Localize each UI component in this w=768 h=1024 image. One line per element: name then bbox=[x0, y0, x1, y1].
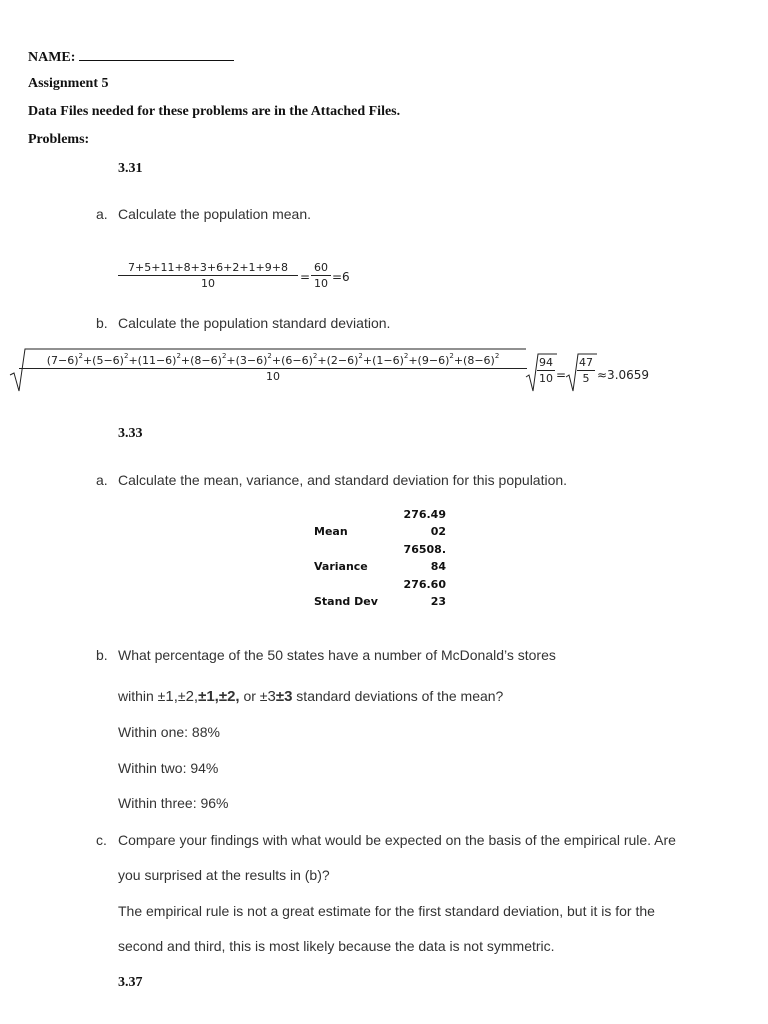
question-3-31-b: Calculate the population standard deviation. bbox=[118, 315, 391, 331]
problems-heading: Problems: bbox=[28, 132, 90, 147]
sd-term: (7−6) bbox=[46, 354, 79, 367]
question-3-33-c-line1: Compare your findings with what would be expected on the basis of the empirical rule. Are bbox=[118, 832, 676, 848]
list-marker-b: b. bbox=[96, 647, 108, 663]
question-3-33-c-line2: you surprised at the results in (b)? bbox=[118, 867, 330, 883]
assignment-title: Assignment 5 bbox=[28, 76, 109, 91]
within-plusminus: ± bbox=[177, 688, 186, 704]
within-1: 1, bbox=[165, 688, 178, 705]
stat-value-variance-1: 76508. bbox=[403, 543, 446, 556]
sd-term-exponent: 2 bbox=[176, 352, 181, 360]
problem-number-3-33: 3.33 bbox=[118, 426, 143, 441]
name-label: NAME: bbox=[28, 50, 76, 65]
within-or: or ± bbox=[239, 688, 268, 704]
sd-fraction-3-denominator: 5 bbox=[582, 372, 590, 385]
list-marker-a: a. bbox=[96, 206, 108, 222]
within-suffix: standard deviations of the mean? bbox=[292, 688, 504, 704]
sd-fraction bbox=[19, 354, 527, 383]
sd-term: +(6−6) bbox=[271, 354, 313, 367]
sd-term-exponent: 2 bbox=[123, 352, 129, 360]
sd-term: +(2−6) bbox=[317, 354, 359, 367]
sd-term-exponent: 2 bbox=[221, 352, 227, 360]
sd-term-exponent: 2 bbox=[78, 352, 83, 360]
within-bold: ±1,±2, bbox=[198, 688, 240, 705]
sd-fraction-2-numerator: 94 bbox=[539, 356, 553, 369]
sd-term: +(8−6) bbox=[453, 354, 495, 367]
answer-within-three: Within three: 96% bbox=[118, 795, 229, 811]
sd-term-exponent: 2 bbox=[403, 352, 409, 360]
sd-term-exponent: 2 bbox=[358, 352, 363, 360]
sd-term: +(11−6) bbox=[128, 354, 177, 367]
fraction-bar bbox=[577, 370, 595, 371]
stat-value-mean-2: 02 bbox=[430, 525, 446, 538]
fraction-bar bbox=[311, 275, 331, 276]
sd-numerator bbox=[19, 354, 527, 367]
sd-fraction-2 bbox=[537, 356, 555, 385]
stat-value-sd-2: 23 bbox=[430, 595, 446, 608]
within-bold-3: ±3 bbox=[275, 688, 293, 705]
problem-number-3-31: 3.31 bbox=[118, 161, 143, 176]
mean-result-fraction bbox=[311, 261, 331, 290]
sd-denominator: 10 bbox=[266, 370, 280, 383]
sd-term-exponent: 2 bbox=[494, 352, 500, 360]
sd-term: +(8−6) bbox=[180, 354, 222, 367]
sd-term: +(5−6) bbox=[82, 354, 124, 367]
sd-fraction-3 bbox=[577, 356, 595, 385]
mean-result-denominator: 10 bbox=[314, 277, 328, 290]
within-2: 2, bbox=[185, 688, 199, 705]
mean-numerator: 7+5+11+8+3+6+2+1+9+8 bbox=[128, 261, 288, 274]
sd-term-exponent: 2 bbox=[449, 352, 454, 360]
fraction-bar bbox=[537, 370, 555, 371]
sd-term-exponent: 2 bbox=[312, 352, 318, 360]
stat-label-mean: Mean bbox=[314, 525, 348, 538]
mean-denominator: 10 bbox=[201, 277, 215, 290]
stat-label-sd: Stand Dev bbox=[314, 595, 378, 608]
question-3-31-a: Calculate the population mean. bbox=[118, 206, 312, 222]
sd-fraction-2-denominator: 10 bbox=[539, 372, 553, 385]
sd-term: +(1−6) bbox=[362, 354, 404, 367]
answer-3-33-c-line2: second and third, this is most likely because the data is not symmetric. bbox=[118, 938, 555, 954]
question-3-33-b: What percentage of the 50 states have a number of McDonald’s stores bbox=[118, 647, 556, 663]
fraction-bar bbox=[118, 275, 298, 276]
list-marker-c: c. bbox=[96, 832, 107, 848]
problem-number-3-37: 3.37 bbox=[118, 975, 143, 990]
mean-result-numerator: 60 bbox=[314, 261, 328, 274]
question-3-33-b-within bbox=[118, 688, 503, 705]
fraction-bar bbox=[19, 368, 527, 369]
question-3-33-a: Calculate the mean, variance, and standard deviation for this population. bbox=[118, 472, 568, 488]
answer-within-two: Within two: 94% bbox=[118, 760, 219, 776]
sd-term: +(9−6) bbox=[408, 354, 450, 367]
mean-fraction bbox=[118, 261, 298, 290]
sd-fraction-3-numerator: 47 bbox=[579, 356, 593, 369]
sd-term: +(3−6) bbox=[226, 354, 268, 367]
stat-label-variance: Variance bbox=[314, 560, 368, 573]
sd-term-exponent: 2 bbox=[267, 352, 272, 360]
list-marker-b: b. bbox=[96, 315, 108, 331]
name-field bbox=[28, 48, 234, 66]
sd-result: ≈3.0659 bbox=[597, 368, 650, 382]
list-marker-a: a. bbox=[96, 472, 108, 488]
answer-within-one: Within one: 88% bbox=[118, 724, 220, 740]
stat-value-sd-1: 276.60 bbox=[403, 578, 446, 591]
name-blank-line bbox=[79, 48, 234, 61]
stat-value-mean-1: 276.49 bbox=[403, 508, 446, 521]
within-3: 3 bbox=[267, 688, 276, 705]
mean-value: =6 bbox=[332, 270, 350, 284]
within-prefix: within ± bbox=[118, 688, 166, 704]
mean-equals: = bbox=[300, 270, 311, 284]
stat-value-variance-2: 84 bbox=[430, 560, 446, 573]
sd-equals: = bbox=[556, 368, 567, 382]
answer-3-33-c-line1: The empirical rule is not a great estimate for the first standard deviation, but it is for the bbox=[118, 903, 655, 919]
data-files-note: Data Files needed for these problems are in the Attached Files. bbox=[28, 104, 401, 119]
